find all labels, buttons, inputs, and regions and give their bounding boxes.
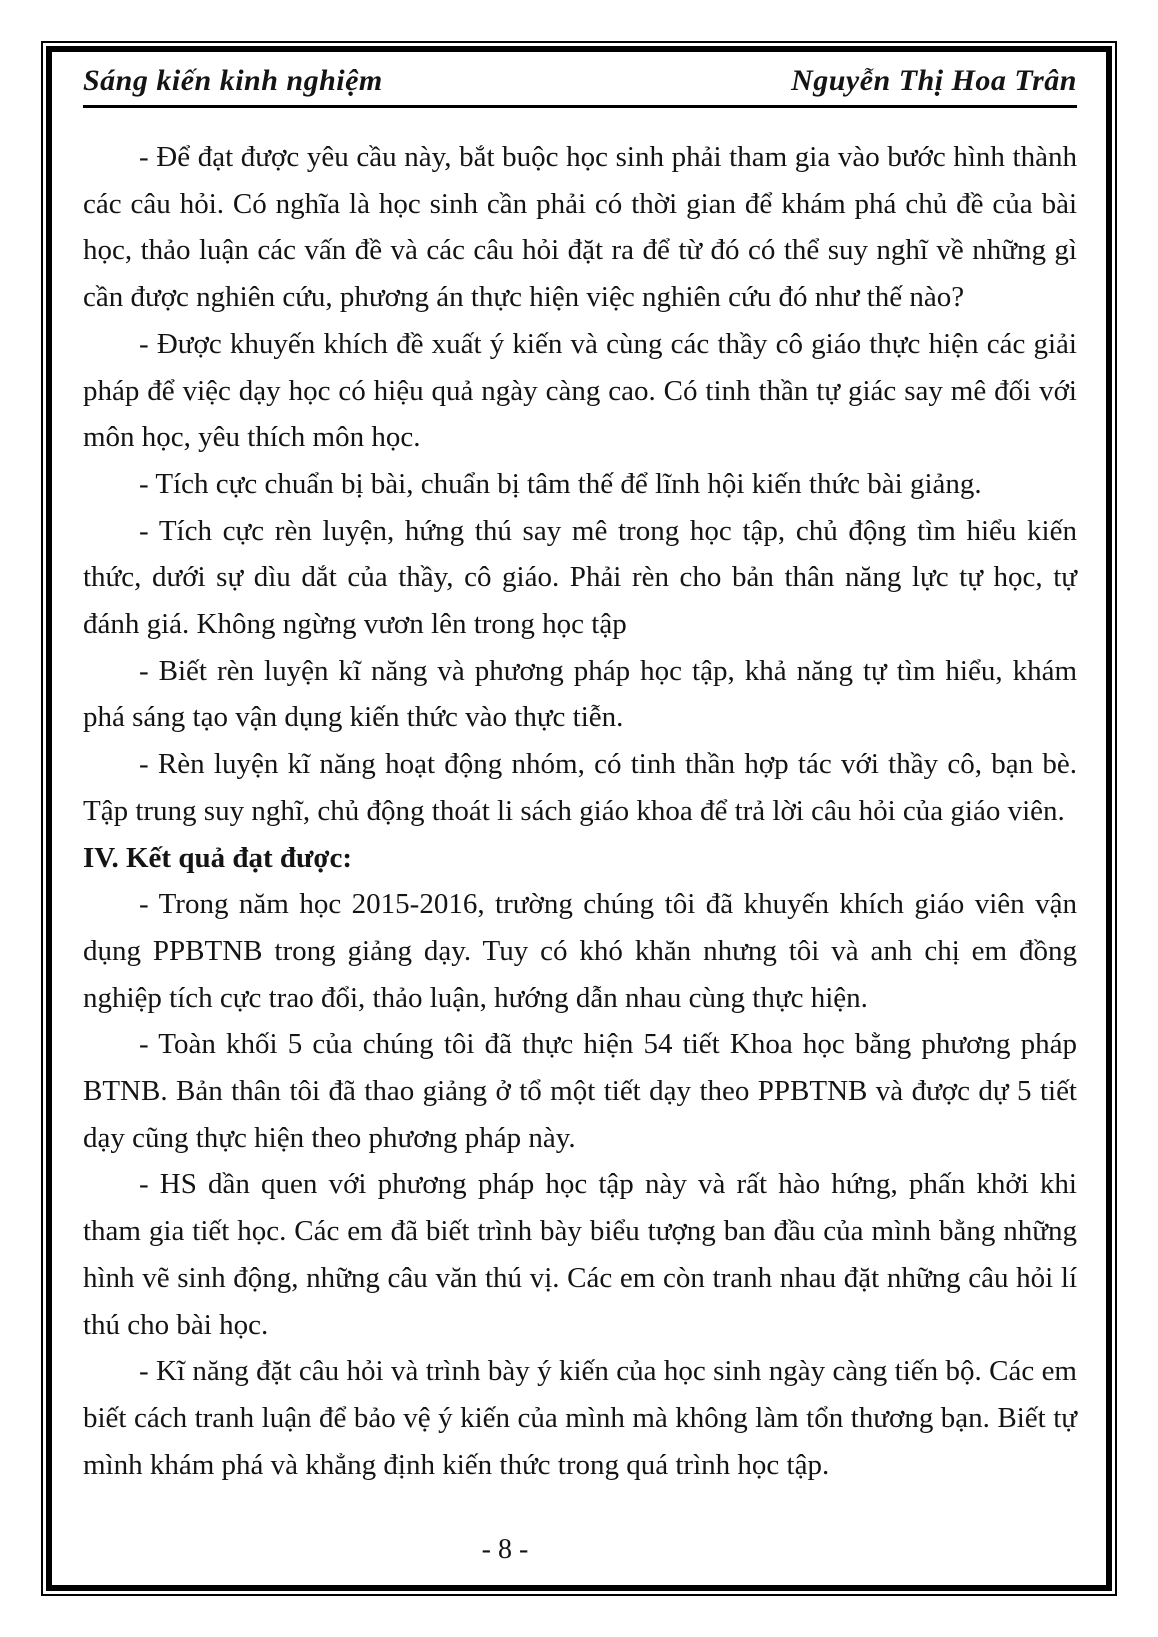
paragraph: - Tích cực chuẩn bị bài, chuẩn bị tâm thế để lĩnh hội kiến thức bài giảng. bbox=[139, 467, 982, 500]
paragraph: - Trong năm học 2015-2016, trường chúng tôi đã khuyến khích giáo viên vận dụng PPBTNB trong giảng dạy. Tuy có khó khăn nhưng tôi và anh chị em đồng nghiệp tích cực trao đổi, thảo luận, hướng dẫn nhau cùng thực hiện. bbox=[83, 888, 1077, 1014]
page-content-area bbox=[52, 52, 1106, 1585]
document-body bbox=[83, 134, 1077, 1488]
section-heading: IV. Kết quả đạt được: bbox=[83, 841, 352, 874]
paragraph: - Được khuyến khích đề xuất ý kiến và cùng các thầy cô giáo thực hiện các giải pháp để việc dạy học có hiệu quả ngày càng cao. Có tinh thần tự giác say mê đối với môn học, yêu thích môn học. bbox=[83, 327, 1077, 454]
page-number: - 8 - bbox=[481, 1534, 529, 1565]
paragraph: - Tích cực rèn luyện, hứng thú say mê trong học tập, chủ động tìm hiểu kiến thức, dưới sự dìu dắt của thầy, cô giáo. Phải rèn cho bản thân năng lực tự học, tự đánh giá. Không ngừng vươn lên trong học tập bbox=[83, 514, 1077, 641]
header-title: Sáng kiến kinh nghiệm bbox=[83, 64, 383, 97]
paragraph: - Toàn khối 5 của chúng tôi đã thực hiện 54 tiết Khoa học bằng phương pháp BTNB. Bản thân tôi đã thao giảng ở tổ một tiết dạy theo PPBTNB và được dự 5 tiết dạy cũng thực hiện theo phương pháp này. bbox=[83, 1028, 1077, 1154]
paragraph: - Để đạt được yêu cầu này, bắt buộc học sinh phải tham gia vào bước hình thành các câu hỏi. Có nghĩa là học sinh cần phải có thời gian để khám phá chủ đề của bài học, thảo luận các vấn đề và các câu hỏi đặt ra để từ đó có thể suy nghĩ về những gì cần được nghiên cứu, phương án thực hiện việc nghiên cứu đó như thế nào? bbox=[83, 141, 1077, 314]
paragraph: - Biết rèn luyện kĩ năng và phương pháp học tập, khả năng tự tìm hiểu, khám phá sáng tạo vận dụng kiến thức vào thực tiễn. bbox=[83, 654, 1077, 734]
paragraph: - HS dần quen với phương pháp học tập này và rất hào hứng, phấn khởi khi tham gia tiết học. Các em đã biết trình bày biểu tượng ban đầu của mình bằng những hình vẽ sinh động, những câu văn thú vị. Các em còn tranh nhau đặt những câu hỏi lí thú cho bài học. bbox=[83, 1168, 1077, 1341]
paragraph: - Kĩ năng đặt câu hỏi và trình bày ý kiến của học sinh ngày càng tiến bộ. Các em biết cách tranh luận để bảo vệ ý kiến của mình mà không làm tổn thương bạn. Biết tự mình khám phá và khẳng định kiến thức trong quá trình học tập. bbox=[83, 1355, 1077, 1481]
page-header bbox=[83, 64, 1077, 108]
header-author: Nguyễn Thị Hoa Trân bbox=[791, 64, 1077, 97]
paragraph: - Rèn luyện kĩ năng hoạt động nhóm, có tinh thần hợp tác với thầy cô, bạn bè. Tập trung suy nghĩ, chủ động thoát li sách giáo khoa để trả lời câu hỏi của giáo viên. bbox=[83, 748, 1077, 827]
page-border-frame bbox=[46, 46, 1112, 1591]
